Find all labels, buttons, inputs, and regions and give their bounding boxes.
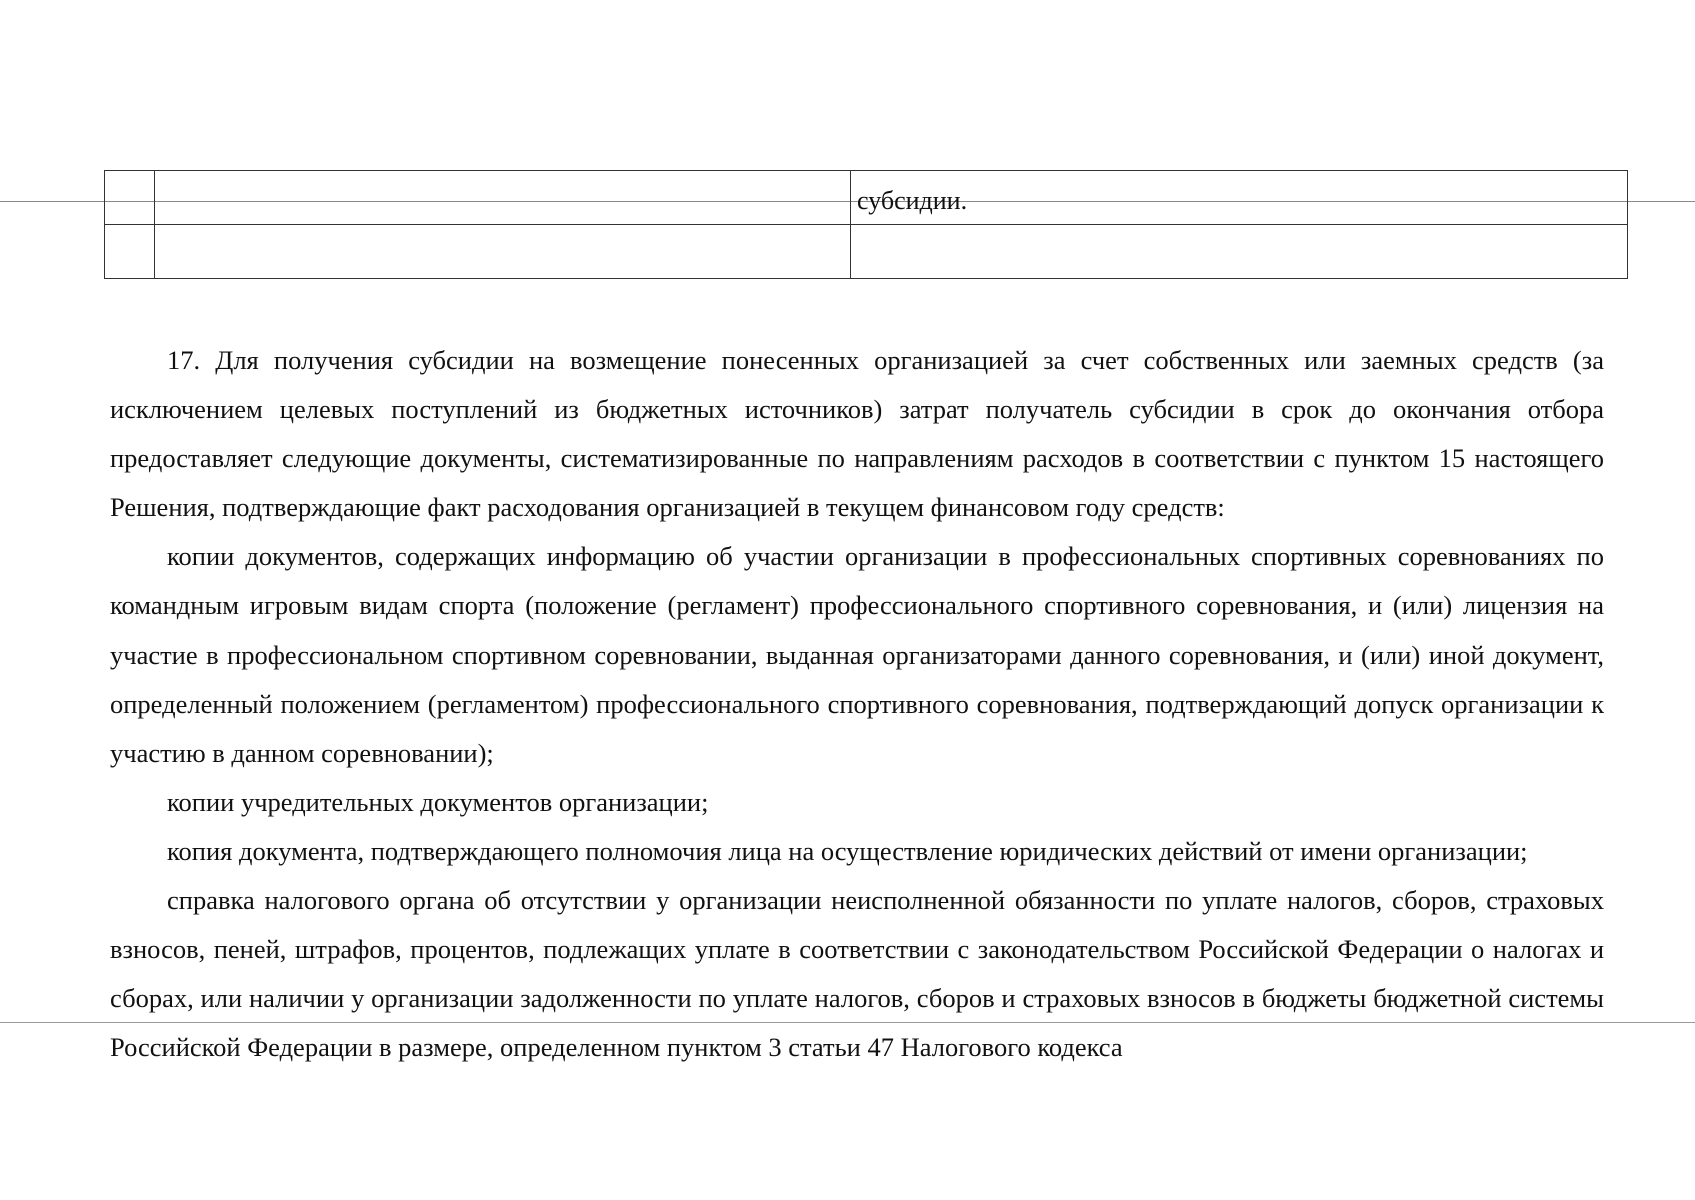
paragraph-tax-certificate: справка налогового органа об отсутствии у организации неисполненной обязанности по уплате налогов, сборов, страховых взносов, пеней, штрафов, процентов, подлежащих уплате в соответствии с законодательством Российской Федерации о налогах и сборах, или наличии у организации задолженности по уплате налогов, сборов и страховых взносов в бюджеты бюджетной системы Российской Федерации в размере, определенном пунктом 3 статьи 47 Налогового кодекса — [110, 885, 1604, 1063]
paragraph-17: 17. Для получения субсидии на возмещение понесенных организацией за счет собственных или заемных средств (за исключением целевых поступлений из бюджетных источников) затрат получатель субсидии в срок до окончания отбора предоставляет следующие документы, систематизированные по направлениям расходов в соответствии с пунктом 15 настоящего Решения, подтверждающие факт расходования организацией в текущем финансовом году средств: — [110, 345, 1604, 523]
paragraph-authority-doc: копия документа, подтверждающего полномочия лица на осуществление юридических действий от имени организации; — [167, 835, 1528, 866]
table-cell — [105, 225, 155, 279]
table-cell-text: субсидии. — [857, 186, 968, 215]
table-cell — [851, 171, 1628, 225]
table-row — [105, 225, 1628, 279]
table-cell — [155, 225, 851, 279]
table-cell — [155, 171, 851, 225]
document-table — [104, 170, 1628, 279]
paragraph-founding-docs: копии учредительных документов организации; — [167, 786, 709, 817]
paragraph-competition-docs: копии документов, содержащих информацию об участии организации в профессиональных спортивных соревнованиях по командным игровым видам спорта (положение (регламент) профессионального спортивного соревнования, и (или) лицензия на участие в профессиональном спортивном соревновании, выданная организаторами данного соревнования, и (или) иной документ, определенный положением (регламентом) профессионального спортивного соревнования, подтверждающий допуск организации к участию в данном соревновании); — [110, 541, 1604, 768]
table-cell — [105, 171, 155, 225]
table-row — [105, 171, 1628, 225]
document-body — [110, 336, 1604, 1072]
table-cell — [851, 225, 1628, 279]
